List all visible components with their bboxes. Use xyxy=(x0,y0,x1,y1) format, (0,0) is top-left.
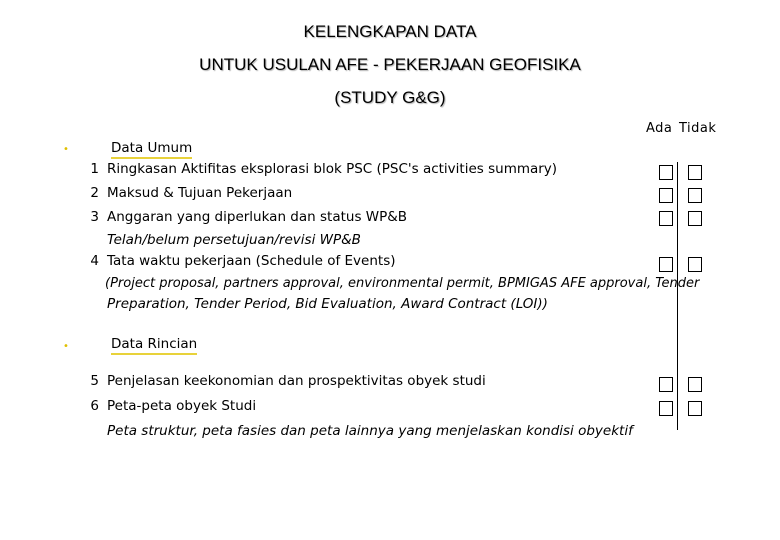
item-number: 3 xyxy=(90,209,99,225)
checkbox-tidak[interactable] xyxy=(688,188,702,203)
checkbox-ada[interactable] xyxy=(659,377,673,392)
checkbox-ada[interactable] xyxy=(659,211,673,226)
checkbox-tidak[interactable] xyxy=(688,165,702,180)
document-subtitle: UNTUK USULAN AFE - PEKERJAAN GEOFISIKA xyxy=(199,55,581,74)
item-number: 4 xyxy=(90,253,99,269)
checkbox-tidak[interactable] xyxy=(688,377,702,392)
column-header-tidak: Tidak xyxy=(679,121,717,136)
checkbox-ada[interactable] xyxy=(659,401,673,416)
item-note: Telah/belum persetujuan/revisi WP&B xyxy=(107,232,361,248)
checkbox-tidak[interactable] xyxy=(688,401,702,416)
bullet-icon: • xyxy=(63,144,69,155)
item-number: 2 xyxy=(90,185,99,201)
section-heading-data-umum: Data Umum xyxy=(111,140,192,159)
document-title: KELENGKAPAN DATA xyxy=(303,22,477,41)
item-label: Peta-peta obyek Studi xyxy=(107,398,257,414)
bullet-icon: • xyxy=(63,341,69,352)
item-note: Peta struktur, peta fasies dan peta lainnya yang menjelaskan kondisi obyektif xyxy=(107,423,633,439)
item-label: Penjelasan keekonomian dan prospektivitas obyek studi xyxy=(107,373,486,389)
checkbox-ada[interactable] xyxy=(659,257,673,272)
checkbox-tidak[interactable] xyxy=(688,257,702,272)
item-label: Ringkasan Aktifitas eksplorasi blok PSC (PSC's activities summary) xyxy=(107,161,558,177)
checkbox-tidak[interactable] xyxy=(688,211,702,226)
item-note: (Project proposal, partners approval, environmental permit, BPMIGAS AFE approval, Tender xyxy=(105,276,700,291)
column-header-ada: Ada xyxy=(646,121,673,136)
section-heading-data-rincian: Data Rincian xyxy=(111,336,197,355)
item-number: 6 xyxy=(90,398,99,414)
item-note: Preparation, Tender Period, Bid Evaluation, Award Contract (LOI)) xyxy=(107,296,548,312)
item-label: Anggaran yang diperlukan dan status WP&B xyxy=(107,209,408,225)
column-divider xyxy=(677,162,678,430)
item-number: 5 xyxy=(90,373,99,389)
item-label: Tata waktu pekerjaan (Schedule of Events) xyxy=(107,253,396,269)
checkbox-ada[interactable] xyxy=(659,188,673,203)
document-study-label: (STUDY G&G) xyxy=(334,88,446,107)
item-number: 1 xyxy=(90,161,99,177)
item-label: Maksud & Tujuan Pekerjaan xyxy=(107,185,293,201)
checkbox-ada[interactable] xyxy=(659,165,673,180)
